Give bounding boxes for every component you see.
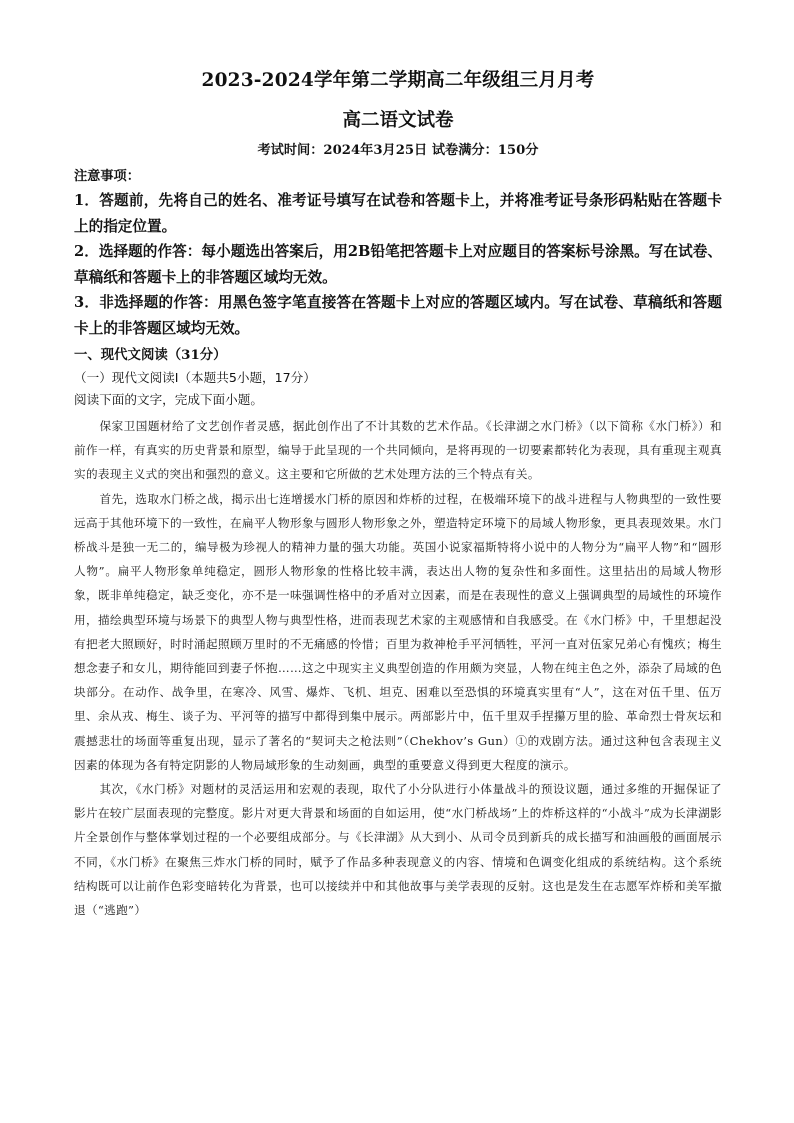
- exam-title: 2023-2024学年第二学期高二年级组三月月考: [201, 70, 595, 91]
- note-item: 1．答题前，先将自己的姓名、准考证号填写在试卷和答题卡上，并将准考证号条形码粘贴在答题卡上的指定位置。: [74, 192, 722, 235]
- exam-info-line: 考试时间：2024年3月25日 试卷满分：150分: [257, 143, 539, 158]
- subsection-heading: （一）现代文阅读Ⅰ（本题共5小题，17分）: [74, 370, 316, 385]
- note-item: 3．非选择题的作答：用黑色签字笔直接答在答题卡上对应的答题区域内。写在试卷、草稿纸和答题卡上的非答题区域均无效。: [74, 294, 722, 337]
- section-heading: 一、现代文阅读（31分）: [74, 347, 227, 363]
- passage-paragraph: 其次，《水门桥》对题材的灵活运用和宏观的表现，取代了小分队进行小体量战斗的预设议题，通过多维的开掘保证了影片在较广层面表现的完整度。影片对更大背景和场面的自如运用，使“水门桥战场”上的炸桥这样的“小战斗”成为长津湖影片全景创作与整体掌划过程的一个必要组成部分。与《长津湖》从大到小、从司令员到新兵的成长描写和油画般的画面展示不同，《水门桥》在聚焦三炸水门桥的同时，赋予了作品多种表现意义的内容、情境和色调变化组成的系统结构。这个系统结构既可以让前作色彩变暗转化为背景，也可以接续并中和其他故事与美学表现的反射。这也是发生在志愿军炸桥和美军撤退（“逃跑”）: [74, 782, 722, 918]
- passage-paragraph: 保家卫国题材给了文艺创作者灵感，据此创作出了不计其数的艺术作品。《长津湖之水门桥》（以下简称《水门桥》）和前作一样，有真实的历史背景和原型，编导于此呈现的一个共同倾向，是将再现的一切要素都转化为表现，具有重现主观真实的表现主义式的突出和强烈的意义。这主要和它所做的艺术处理方法的三个特点有关。: [74, 419, 722, 482]
- paper-subtitle: 高二语文试卷: [342, 110, 454, 131]
- passage-paragraph: 首先，选取水门桥之战，揭示出七连增援水门桥的原因和炸桥的过程，在极端环境下的战斗进程与人物典型的一致性要远高于其他环境下的一致性，在扁平人物形象与圆形人物形象之外，塑造特定环境下的局域人物形象，更具表现效果。水门桥战斗是独一无二的，编导极为珍视人的精神力量的强大功能。英国小说家福斯特将小说中的人物分为“扁平人物”和“圆形人物”。扁平人物形象单纯稳定，圆形人物形象的性格比较丰满，表达出人物的复杂性和多面性。这里拈出的局域人物形象，既非单纯稳定，缺乏变化，亦不是一味强调性格中的矛盾对立因素，而是在表现性的意义上强调典型的局域性的环境作用，描绘典型环境与场景下的典型人物与典型性格，进而表现艺术家的主观感情和自我感受。在《水门桥》中，千里想起没有把老大照顾好，时时涌起照顾万里时的不无痛感的怜惜；百里为救神枪手平河牺牲，平河一直对伍家兄弟心有愧疚；梅生想念妻子和女儿，期待能回到妻子怀抱……这之中现实主义典型创造的作用颇为突显，人物在纯主色之外，添杂了局域的色块部分。在动作、战争里，在寒冷、风雪、爆炸、飞机、坦克、困难以至恐惧的环境真实里有“人”，这在对伍千里、伍万里、余从戎、梅生、谈子为、平河等的描写中都得到集中展示。两部影片中，伍千里双手捏攥万里的脸、革命烈士骨灰坛和震撼悲壮的场面等重复出现，显示了著名的“契诃夫之枪法则”（Chekhov’s Gun）①的戏剧方法。通过这种包含表现主义因素的体现为各有特定阴影的人物局域形象的生动刻画，典型的重要意义得到更大程度的演示。: [74, 491, 722, 772]
- note-item: 2．选择题的作答：每小题选出答案后，用2B铅笔把答题卡上对应题目的答案标号涂黑。写在试卷、草稿纸和答题卡上的非答题区域均无效。: [74, 243, 722, 286]
- notes-heading: 注意事项：: [74, 169, 140, 184]
- reading-instruction: 阅读下面的文字，完成下面小题。: [74, 392, 263, 407]
- reading-passage: [74, 414, 722, 922]
